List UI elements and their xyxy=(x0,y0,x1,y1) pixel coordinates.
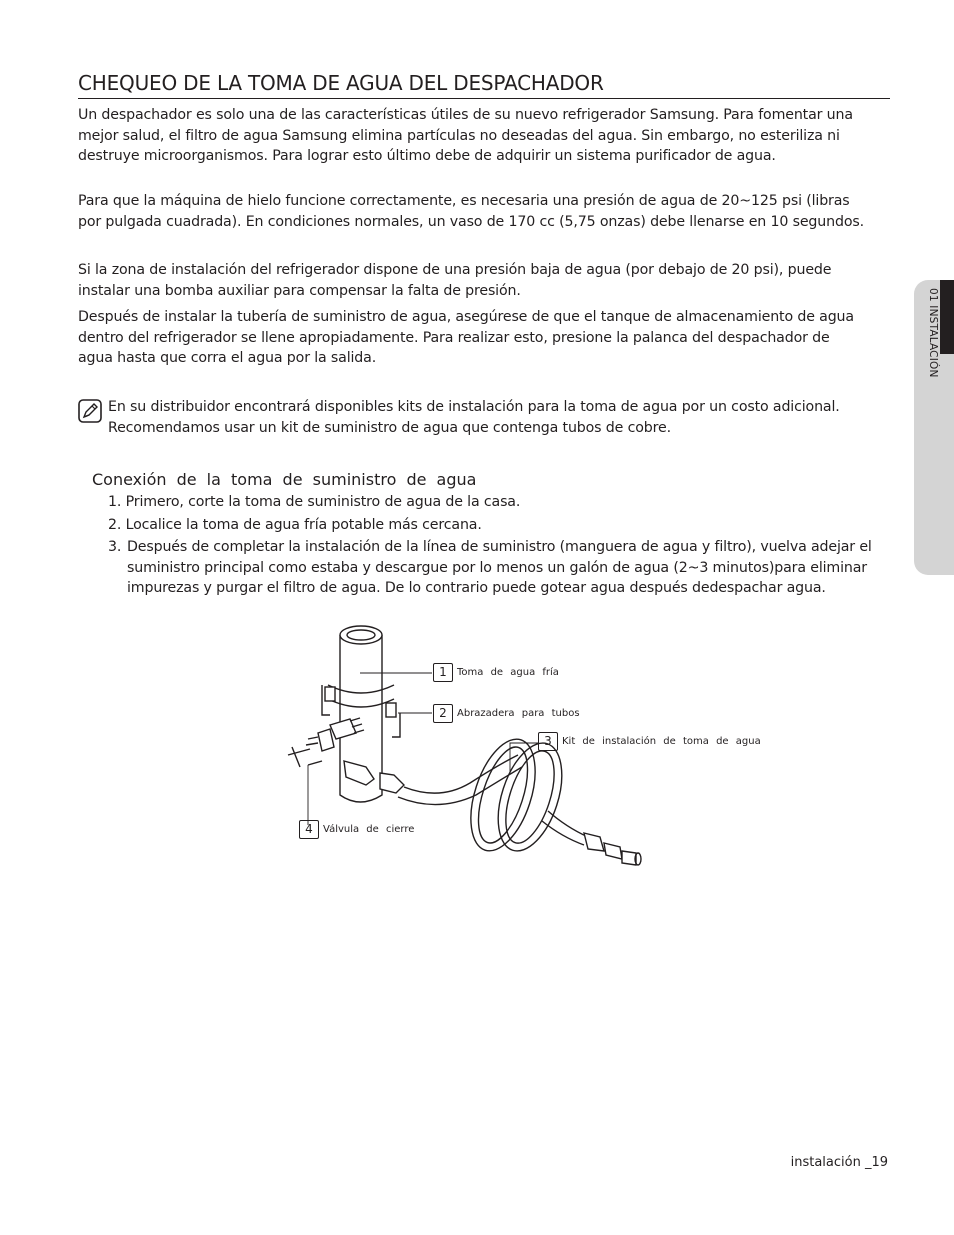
callout-cold-water xyxy=(433,663,559,682)
callout-number: 3 xyxy=(538,732,558,751)
step-text: Localice la toma de agua fría potable más cercana. xyxy=(125,516,482,533)
intro-paragraph: Un despachador es solo una de las características útiles de su nuevo refrigerador Samsung. Para fomentar una mejor salud, el filtro de agua Samsung elimina partículas no deseadas del agua. Sin embargo, no esteriliza ni destruye microorganismos. Para lograr esto último debe de adquirir un sistema purificador de agua. xyxy=(78,107,853,164)
step-number: 1. xyxy=(108,494,122,510)
callout-pipe-clamp xyxy=(433,704,580,723)
step-number: 2. xyxy=(108,516,122,533)
chapter-tab-label: 01 INSTALACIÓN xyxy=(927,288,939,378)
callout-label: Válvula de cierre xyxy=(323,824,415,835)
callout-label: Toma de agua fría xyxy=(457,667,559,678)
callout-install-kit xyxy=(538,732,761,751)
callout-shutoff-valve xyxy=(299,820,414,839)
callout-number: 1 xyxy=(433,663,453,682)
page-footer: instalación _19 xyxy=(790,1155,888,1170)
chapter-tab-marker xyxy=(940,280,954,354)
list-item xyxy=(108,537,878,599)
callout-number: 2 xyxy=(433,704,453,723)
low-pressure-paragraph: Si la zona de instalación del refrigerador dispone de una presión baja de agua (por debajo de 20 psi), puede instalar una bomba auxiliar para compensar la falta de presión. xyxy=(78,262,832,299)
step-text: Después de completar la instalación de la línea de suministro (manguera de agua y filtro), vuelva adejar el suministro principal como estaba y descargue por lo menos un galón de agua (2~3 minutos)para eliminar impurezas y purgar el filtro de agua. De lo contrario puede gotear agua después dedespachar agua. xyxy=(127,539,872,596)
section-heading: Conexión de la toma de suministro de agua xyxy=(92,470,477,489)
pressure-paragraph: Para que la máquina de hielo funcione correctamente, es necesaria una presión de agua de 20~125 psi (libras por pulgada cuadrada). En condiciones normales, un vaso de 170 cc (5,75 onzas) debe llenarse en 10 segundos. xyxy=(78,193,864,230)
callout-number: 4 xyxy=(299,820,319,839)
callout-label: Abrazadera para tubos xyxy=(457,708,580,719)
steps-list xyxy=(108,492,878,601)
page-title: CHEQUEO DE LA TOMA DE AGUA DEL DESPACHADOR xyxy=(78,70,890,99)
note-text: En su distribuidor encontrará disponibles kits de instalación para la toma de agua por un costo adicional. Recomendamos usar un kit de suministro de agua que contenga tubos de cobre. xyxy=(108,399,840,436)
list-item xyxy=(108,515,878,536)
note-pencil-icon xyxy=(78,399,102,423)
step-number: 3. xyxy=(108,539,122,555)
installation-diagram xyxy=(270,615,790,875)
step-text: Primero, corte la toma de suministro de agua de la casa. xyxy=(125,494,521,510)
list-item xyxy=(108,492,878,513)
callout-label: Kit de instalación de toma de agua xyxy=(562,736,761,747)
tank-paragraph: Después de instalar la tubería de suministro de agua, asegúrese de que el tanque de almacenamiento de agua dentro del refrigerador se llene apropiadamente. Para realizar esto, presione la palanca del despachador de agua hasta que corra el agua por la salida. xyxy=(78,309,854,366)
